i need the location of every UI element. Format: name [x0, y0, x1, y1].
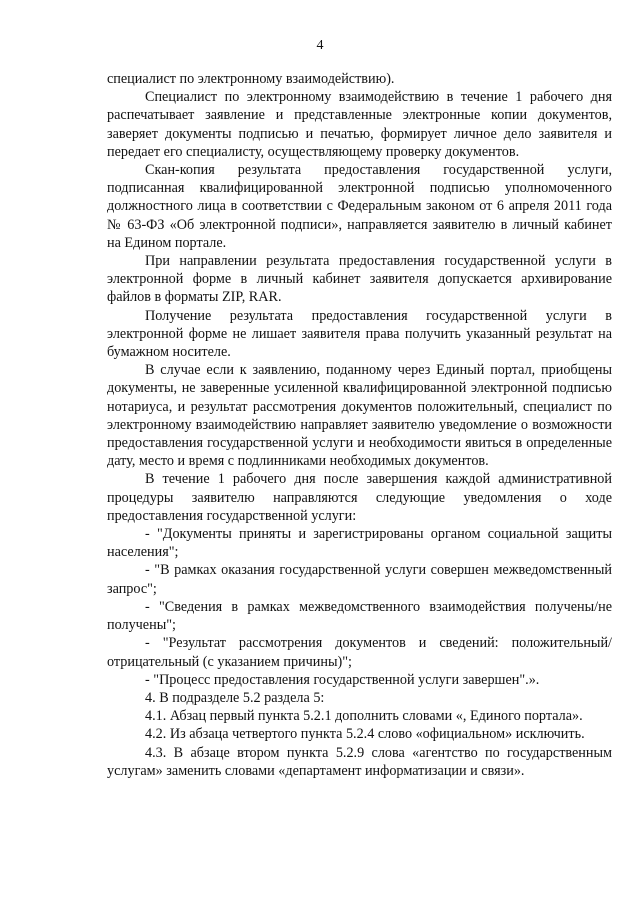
- list-item-notification-5: - "Процесс предоставления государственной услуги завершен".».: [145, 671, 540, 688]
- paragraph-specialist-processing: Специалист по электронному взаимодействию в течение 1 рабочего дня распечатывает заявление и представленные электронные копии документов, заверяет документы подписью и печатью, формирует личное дело заявителя и передает его специалисту, осуществляющему проверку документов.: [107, 89, 612, 160]
- clause-4: 4. В подразделе 5.2 раздела 5:: [145, 689, 325, 706]
- page-number: 4: [316, 38, 324, 53]
- paragraph-notifications-intro: В течение 1 рабочего дня после завершения каждой административной процедуры заявителю направляются следующие уведомления о ходе предоставления государственной услуги:: [107, 471, 612, 524]
- clause-4-1: 4.1. Абзац первый пункта 5.2.1 дополнить словами «, Единого портала».: [145, 708, 583, 725]
- paragraph-continuation: специалист по электронному взаимодействию).: [107, 71, 395, 87]
- list-item-notification-3: - "Сведения в рамках межведомственного взаимодействия получены/не получены";: [107, 598, 612, 634]
- paragraph-scan-copy-result: Скан-копия результата предоставления государственной услуги, подписанная квалифицированной электронной подписью уполномоченного должностного лица в соответствии с Федеральным законом от 6 апреля 2011 года № 63-ФЗ «Об электронной подписи», направляется заявителю в личный кабинет на Едином портале.: [107, 162, 612, 251]
- paragraph-notarized-documents: В случае если к заявлению, поданному через Единый портал, приобщены документы, не заверенные усиленной квалифицированной электронной подписью нотариуса, и результат рассмотрения документов положительный, специалист по электронному взаимодействию направляет заявителю уведомление о возможности предоставления государственной услуги и необходимости явиться в определенные дату, место и время с подлинниками необходимых документов.: [107, 362, 612, 470]
- list-item-notification-4: - "Результат рассмотрения документов и сведений: положительный/отрицательный (с указанием причины)";: [107, 635, 612, 670]
- clause-4-2: 4.2. Из абзаца четвертого пункта 5.2.4 слово «официальном» исключить.: [145, 726, 585, 743]
- list-item-notification-2: - "В рамках оказания государственной услуги совершен межведомственный запрос";: [107, 562, 612, 597]
- document-body: [107, 70, 612, 780]
- paragraph-paper-copy: Получение результата предоставления государственной услуги в электронной форме не лишает заявителя права получить указанный результат на бумажном носителе.: [107, 307, 612, 361]
- paragraph-archiving: При направлении результата предоставления государственной услуги в электронной форме в личный кабинет заявителя допускается архивирование файлов в форматы ZIP, RAR.: [107, 253, 612, 306]
- clause-4-3: 4.3. В абзаце втором пункта 5.2.9 слова «агентство по государственным услугам» заменить словами «департамент информатизации и связи».: [107, 744, 612, 779]
- list-item-notification-1: - "Документы приняты и зарегистрированы органом социальной защиты населения";: [107, 526, 612, 561]
